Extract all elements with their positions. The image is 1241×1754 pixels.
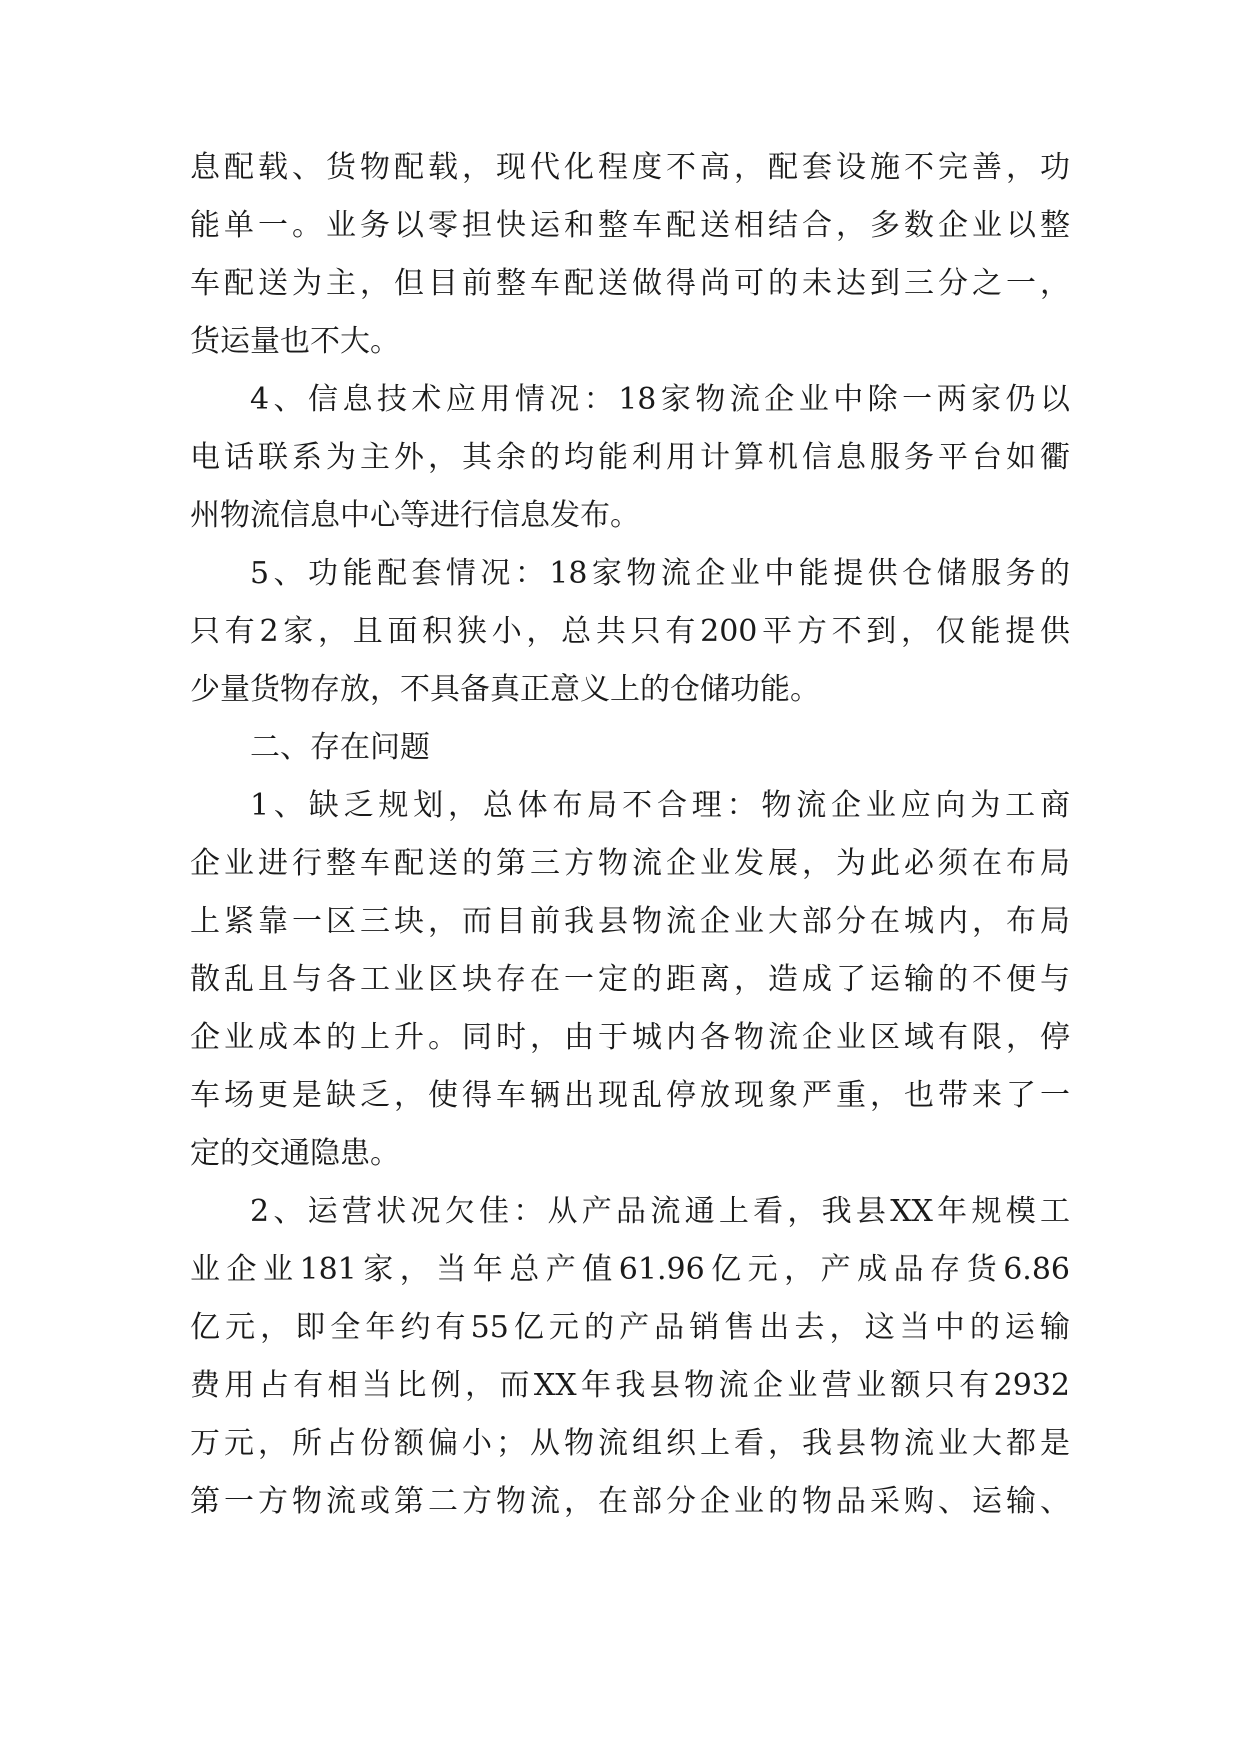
text-line: 第一方物流或第二方物流，在部分企业的物品采购、运输、: [190, 1484, 1070, 1519]
text-line: 电话联系为主外，其余的均能利用计算机信息服务平台如衢: [190, 440, 1070, 475]
text-line: 1、缺乏规划，总体布局不合理：物流企业应向为工商: [250, 788, 1070, 823]
text-line: 能单一。业务以零担快运和整车配送相结合，多数企业以整: [190, 208, 1070, 243]
text-line: 散乱且与各工业区块存在一定的距离，造成了运输的不便与: [190, 962, 1070, 997]
text-line: 只有2家，且面积狭小，总共只有200平方不到，仅能提供: [190, 614, 1070, 649]
text-line: 2、运营状况欠佳：从产品流通上看，我县XX年规模工: [250, 1194, 1070, 1229]
text-line: 少量货物存放，不具备真正意义上的仓储功能。: [190, 672, 820, 707]
text-line: 5、功能配套情况：18家物流企业中能提供仓储服务的: [250, 556, 1070, 591]
text-line: 业企业181家，当年总产值61.96亿元，产成品存货6.86: [190, 1252, 1070, 1287]
text-line: 车场更是缺乏，使得车辆出现乱停放现象严重，也带来了一: [190, 1078, 1070, 1113]
text-line: 州物流信息中心等进行信息发布。: [190, 498, 640, 533]
text-line: 4、信息技术应用情况：18家物流企业中除一两家仍以: [250, 382, 1070, 417]
text-line: 企业进行整车配送的第三方物流企业发展，为此必须在布局: [190, 846, 1070, 881]
text-line: 定的交通隐患。: [190, 1136, 400, 1171]
text-line: 费用占有相当比例，而XX年我县物流企业营业额只有2932: [190, 1368, 1070, 1403]
text-line: 上紧靠一区三块，而目前我县物流企业大部分在城内，布局: [190, 904, 1070, 939]
text-line: 万元，所占份额偏小；从物流组织上看，我县物流业大都是: [190, 1426, 1070, 1461]
text-line: 亿元，即全年约有55亿元的产品销售出去，这当中的运输: [190, 1310, 1070, 1345]
text-line: 车配送为主，但目前整车配送做得尚可的未达到三分之一，: [190, 266, 1070, 301]
text-line: 息配载、货物配载，现代化程度不高，配套设施不完善，功: [190, 150, 1070, 185]
text-line: 企业成本的上升。同时，由于城内各物流企业区域有限，停: [190, 1020, 1070, 1055]
text-line: 货运量也不大。: [190, 324, 400, 359]
section-heading: 二、存在问题: [250, 730, 430, 765]
